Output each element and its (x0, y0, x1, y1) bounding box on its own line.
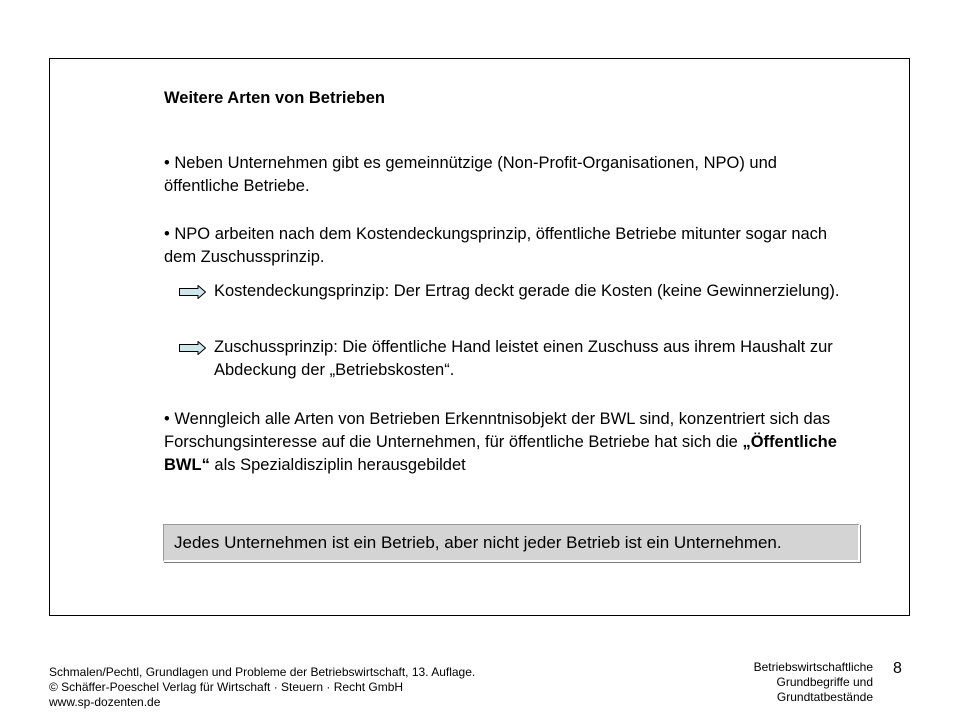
callout-box (163, 524, 860, 562)
sub-subsidy: Zuschussprinzip: Die öffentliche Hand leistet einen Zuschuss aus ihrem Haushalt zur Abdeckung der „Betriebskosten“. (214, 338, 833, 379)
slide-title: Weitere Arten von Betrieben (164, 89, 385, 107)
emphasis-public-bwl: „Öffentliche BWL“ (164, 433, 837, 474)
footer-citation-line: Schmalen/Pechtl, Grundlagen und Probleme der Betriebswirtschaft, 13. Auflage. (49, 665, 476, 679)
footer-website-line: www.sp-dozenten.de (49, 695, 161, 709)
footer-chapter (754, 660, 873, 705)
footer-copyright-line: © Schäffer-Poeschel Verlag für Wirtschaft · Steuern · Recht GmbH (49, 680, 404, 694)
bullet-text-end: als Spezialdisziplin herausgebildet (209, 456, 466, 474)
bullet-npo-public: • Neben Unternehmen gibt es gemeinnützige (Non-Profit-Organisationen, NPO) und öffentliche Betriebe. (164, 154, 777, 195)
footer-chapter-line: Grundbegriffe und (776, 675, 873, 689)
footer-chapter-line: Betriebswirtschaftliche (753, 660, 873, 674)
right-arrow-icon (179, 285, 206, 299)
bullet-text-start: • Wenngleich alle Arten von Betrieben Erkenntnisobjekt der BWL sind, konzentriert sich das Forschungsinteresse auf die Unternehmen, für öffentliche Betriebe hat sich die (164, 410, 831, 451)
bullet-principles: • NPO arbeiten nach dem Kostendeckungsprinzip, öffentliche Betriebe mitunter sogar nach dem Zuschussprinzip. (164, 225, 828, 266)
footer-citation (49, 665, 475, 710)
callout-text: Jedes Unternehmen ist ein Betrieb, aber nicht jeder Betrieb ist ein Unternehmen. (174, 533, 782, 552)
sub-cost-coverage: Kostendeckungsprinzip: Der Ertrag deckt gerade die Kosten (keine Gewinnerzielung). (214, 282, 840, 300)
bullet-research-interest (164, 408, 854, 477)
right-arrow-icon (179, 341, 206, 355)
footer-chapter-line: Grundtatbestände (776, 690, 873, 704)
page-number: 8 (893, 660, 902, 677)
